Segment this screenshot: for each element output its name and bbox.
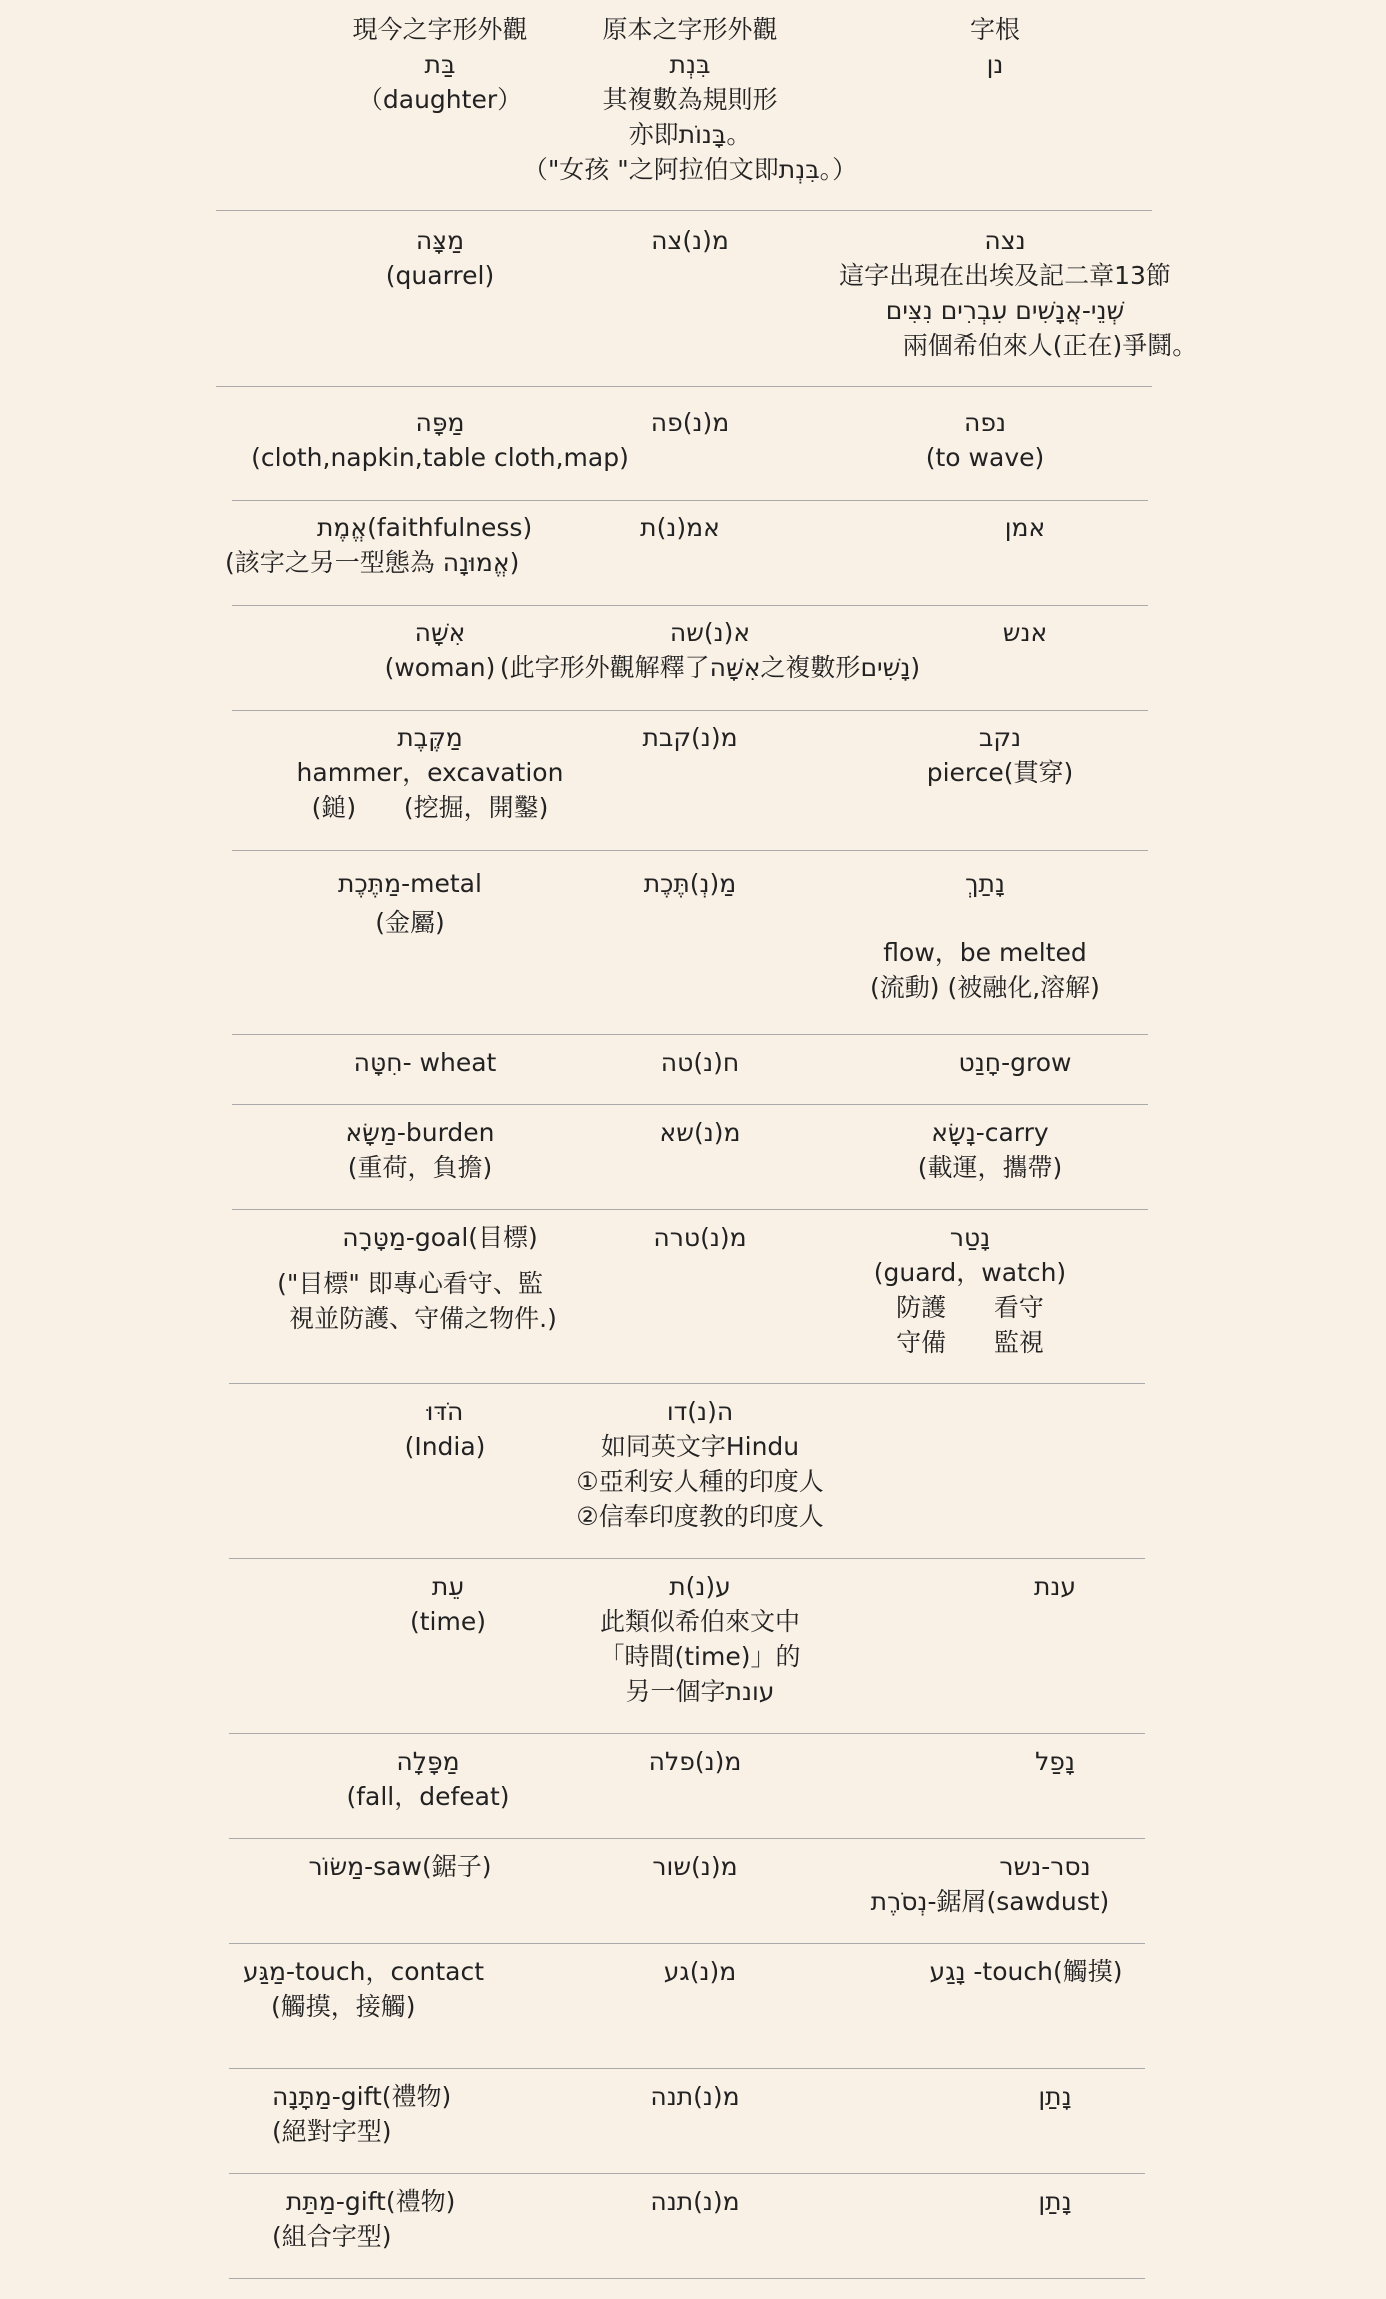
header-text: 現今之字形外觀	[352, 15, 528, 44]
cell-line: מַטָּרָה-goal(目標)	[342, 1223, 538, 1252]
cell-line: נן	[986, 50, 1004, 79]
cell-line: (組合字型)	[272, 2222, 392, 2251]
cell-line: נפה	[964, 408, 1006, 437]
cell-line: (time)	[410, 1607, 486, 1636]
cell-line: (重荷，負擔)	[347, 1153, 493, 1182]
cell-line: (觸摸，接觸)	[271, 1992, 416, 2021]
root-cell	[775, 866, 1195, 1005]
cell-line: נצה	[984, 226, 1026, 255]
cell-line: (鎚) (挖掘，開鑿)	[311, 793, 549, 822]
header-text: 字根	[969, 15, 1020, 44]
root-cell	[845, 2184, 1265, 2219]
row-divider	[229, 1838, 1145, 1839]
root-cell	[775, 405, 1195, 475]
cell-line: בִּנְת	[669, 50, 711, 79]
cell-line: הֹדּוּ	[426, 1397, 464, 1426]
row-divider	[232, 605, 1148, 606]
cell-line: (此字形外觀解釋了אִשָּׁה之複數形נָשִׁים)	[499, 653, 921, 682]
cell-line: מַקֶּבֶת	[397, 723, 463, 752]
cell-line: ("目標" 即專心看守、監	[277, 1269, 543, 1298]
root-cell	[745, 223, 1265, 363]
row-divider	[229, 1943, 1145, 1944]
cell-line: (guard，watch)	[873, 1258, 1067, 1287]
root-cell	[760, 1220, 1180, 1360]
row-divider	[229, 1383, 1145, 1384]
cell-line: מַ(נְ)תֶּכֶת	[643, 869, 737, 898]
cell-line: 另一個字עונת	[625, 1677, 775, 1706]
cell-line: מַתֶּכֶת-metal	[338, 869, 482, 898]
cell-line: מַתַּת-gift(禮物)	[286, 2187, 456, 2216]
cell-line: (quarrel)	[385, 261, 495, 290]
row-divider	[216, 386, 1152, 387]
root-cell	[845, 2079, 1265, 2114]
cell-line: pierce(貫穿)	[926, 758, 1074, 787]
cell-line: ענת	[1033, 1572, 1077, 1601]
row-divider	[229, 2278, 1145, 2279]
cell-line: מַשּׂוֹר-saw(鋸子)	[308, 1852, 492, 1881]
cell-line: נָטַר	[949, 1223, 991, 1252]
row-divider	[229, 1558, 1145, 1559]
root-cell	[790, 720, 1210, 790]
cell-line: עֵת	[431, 1572, 465, 1601]
cell-line: נקב	[978, 723, 1022, 752]
cell-line: hammer，excavation	[296, 758, 564, 787]
cell-line: 此類似希伯來文中	[599, 1607, 800, 1636]
root-cell	[775, 47, 1215, 82]
cell-line: מ(נ)פלה	[648, 1747, 742, 1776]
cell-line: נָגַע -touch(觸摸)	[929, 1957, 1123, 1986]
original-form-cell	[490, 1394, 910, 1534]
cell-line: 防護 看守	[896, 1293, 1044, 1322]
cell-line: flow，be melted	[883, 938, 1087, 967]
current-form-cell	[243, 1954, 503, 2024]
cell-line: (cloth,napkin,table cloth,map)	[251, 443, 629, 472]
cell-line: אמ(נ)ת	[640, 513, 720, 542]
cell-line: (流動) (被融化,溶解)	[870, 973, 1100, 1002]
row-divider	[216, 210, 1152, 211]
cell-line: 「時間(time)」的	[599, 1642, 801, 1671]
cell-line: (金屬)	[375, 908, 445, 937]
cell-line: אֱמֶת(faithfulness)	[317, 513, 533, 542]
cell-line: מ(נ)טרה	[653, 1223, 747, 1252]
cell-line: מ(נ)צה	[651, 226, 729, 255]
cell-line: מ(נ)גע	[663, 1957, 737, 1986]
cell-line: אמן	[1004, 513, 1046, 542]
root-cell	[845, 1569, 1265, 1604]
cell-line: אִשָּׁה	[414, 618, 466, 647]
row-divider	[232, 850, 1148, 851]
original-form-cell	[485, 2184, 905, 2219]
cell-line: (fall，defeat)	[346, 1782, 510, 1811]
cell-line: (載運，攜帶)	[917, 1153, 1063, 1182]
cell-line: נסר-נשר	[999, 1852, 1091, 1881]
cell-line: חָנַט-grow	[958, 1048, 1072, 1077]
spacer	[775, 901, 1195, 935]
cell-line: מ(נ)קבת	[642, 723, 738, 752]
cell-line: （daughter）	[357, 85, 523, 114]
cell-line: חִטָּה- wheat	[353, 1048, 497, 1077]
header-text: 原本之字形外觀	[602, 15, 778, 44]
cell-line: נְסֹרֶת-鋸屑(sawdust)	[870, 1887, 1110, 1916]
cell-line: נָתַךְ	[965, 869, 1005, 898]
row-divider	[229, 2068, 1145, 2069]
cell-line: נָשָׂא-carry	[931, 1118, 1049, 1147]
cell-line: אנש	[1002, 618, 1048, 647]
cell-line: (to wave)	[925, 443, 1045, 472]
cell-line: נָתַן	[1038, 2082, 1072, 2111]
cell-line: מַגַּע-touch，contact	[243, 1957, 485, 1986]
column-header-root	[775, 12, 1215, 47]
cell-line: 其複數為規則形	[602, 85, 778, 114]
root-cell	[815, 615, 1235, 650]
cell-line: מ(נ)שא	[659, 1118, 741, 1147]
cell-line: ①亞利安人種的印度人	[576, 1467, 824, 1496]
original-form-cell	[485, 1744, 905, 1779]
cell-line: (絕對字型)	[272, 2117, 392, 2146]
cell-line: מַשָּׂא-burden	[345, 1118, 495, 1147]
cell-line: (India)	[404, 1432, 486, 1461]
cell-line: 如同英文字Hindu	[600, 1432, 800, 1461]
cell-line: מַפָּלָה	[396, 1747, 460, 1776]
row-divider	[232, 1104, 1148, 1105]
cell-line: ②信奉印度教的印度人	[576, 1502, 824, 1531]
cell-line: ה(נ)דו	[666, 1397, 734, 1426]
cell-line: 亦即בָּנוֹת。	[628, 120, 752, 149]
cell-line: (該字之另一型態為 אֱמוּנָה)	[225, 548, 520, 577]
row-divider	[232, 1209, 1148, 1210]
cell-line: מ(נ)תנה	[650, 2082, 740, 2111]
row-divider	[229, 2173, 1145, 2174]
cell-line: נָתַן	[1038, 2187, 1072, 2216]
root-cell	[805, 1045, 1225, 1080]
cell-line: 守備 監視	[896, 1328, 1044, 1357]
cell-line: 兩個希伯來人(正在)爭鬪。	[902, 331, 1198, 360]
cell-line: מ(נ)פה	[650, 408, 730, 437]
row-divider	[232, 500, 1148, 501]
root-cell	[780, 1849, 1200, 1919]
cell-line: ע(נ)ת	[669, 1572, 731, 1601]
cell-line: בַּת	[424, 50, 456, 79]
cell-line: מַפָּה	[415, 408, 465, 437]
cell-line: 視並防護、守備之物件.)	[289, 1304, 557, 1333]
root-cell	[815, 510, 1235, 545]
cell-line: (woman)	[384, 653, 496, 682]
root-cell	[780, 1115, 1200, 1185]
cell-line: מ(נ)שור	[652, 1852, 738, 1881]
cell-line: 這字出現在出埃及記二章13節	[839, 261, 1171, 290]
original-form-cell	[485, 2079, 905, 2114]
cell-line: מ(נ)תנה	[650, 2187, 740, 2216]
root-cell	[816, 1954, 1236, 1989]
cell-line: מַצָּה	[415, 226, 465, 255]
cell-line: ח(נ)טה	[660, 1048, 740, 1077]
cell-line: מַתָּנָה-gift(禮物)	[272, 2082, 452, 2111]
row-divider	[232, 710, 1148, 711]
row-divider	[232, 1034, 1148, 1035]
cell-line: נָפַל	[1035, 1747, 1075, 1776]
cell-line: （"女孩 "之阿拉伯文即בִּנְת。）	[522, 155, 858, 184]
row-divider	[229, 1733, 1145, 1734]
cell-line: שְׁנֵי-אֲנָשִׁים עִבְרִים נִצִּים	[885, 296, 1125, 325]
root-cell	[845, 1744, 1265, 1779]
cell-line: א(נ)שה	[669, 618, 751, 647]
